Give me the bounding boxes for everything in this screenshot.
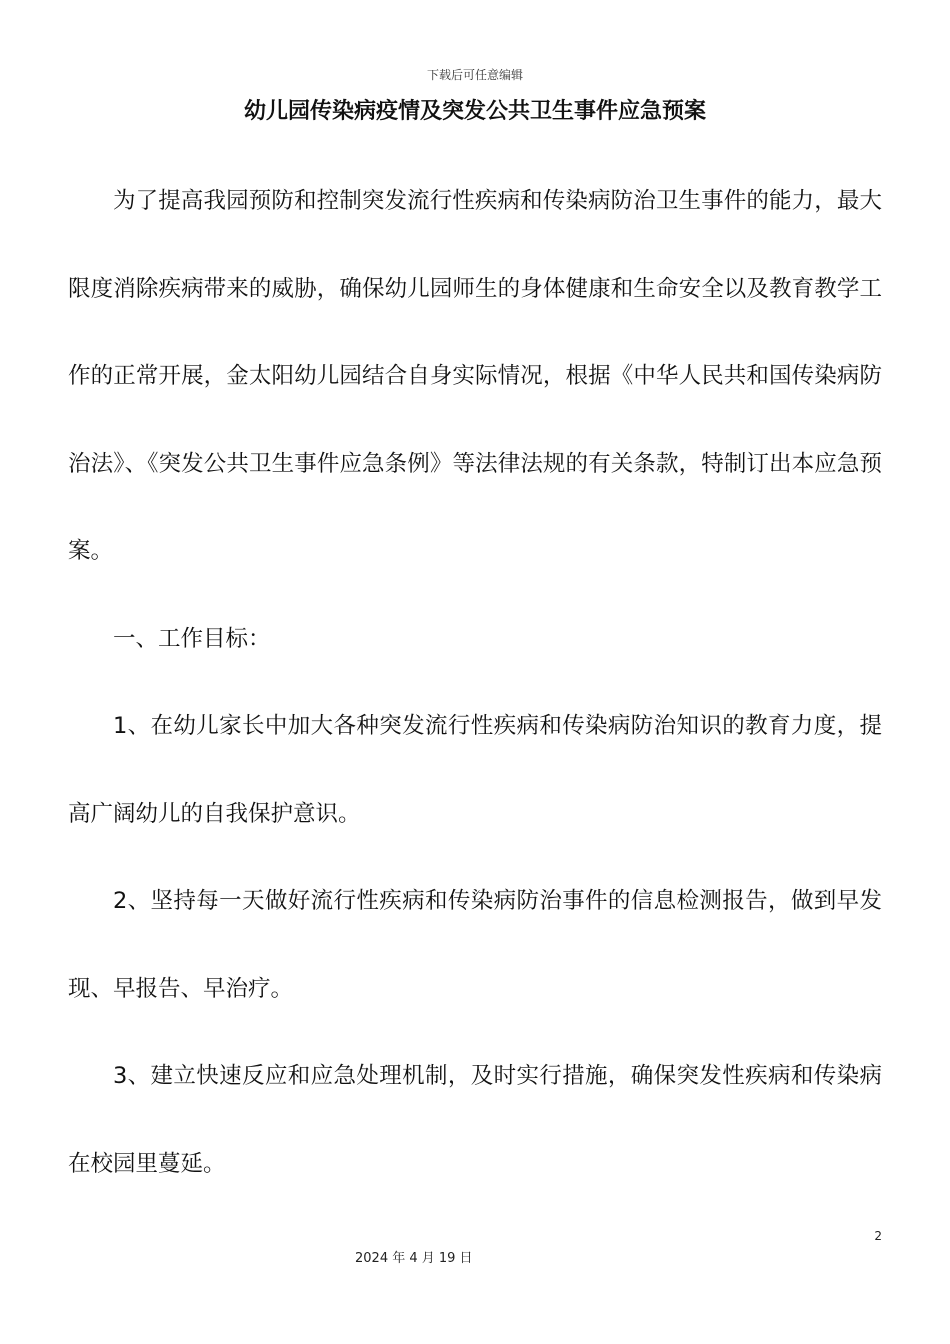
paragraph-goal-2: 2、坚持每一天做好流行性疾病和传染病防治事件的信息检测报告，做到早发现、早报告、早治疗。 <box>68 888 882 1002</box>
paragraph-intro: 为了提高我园预防和控制突发流行性疾病和传染病防治卫生事件的能力，最大限度消除疾病带来的威胁，确保幼儿园师生的身体健康和生命安全以及教育教学工作的正常开展，金太阳幼儿园结合自身实际情况，根据《中华人民共和国传染病防治法》、《突发公共卫生事件应急条例》等法律法规的有关条款，特制订出本应急预案。 <box>68 188 882 564</box>
document-title: 幼儿园传染病疫情及突发公共卫生事件应急预案 <box>243 99 706 124</box>
paragraph-goal-1: 1、在幼儿家长中加大各种突发流行性疾病和传染病防治知识的教育力度，提高广阔幼儿的自我保护意识。 <box>68 713 882 827</box>
document-body <box>68 158 882 1208</box>
header-note: 下载后可任意编辑 <box>426 68 523 82</box>
section-heading-goals: 一、工作目标： <box>113 625 271 652</box>
page-number: 2 <box>874 1229 882 1243</box>
paragraph-goal-3: 3、建立快速反应和应急处理机制，及时实行措施，确保突发性疾病和传染病在校园里蔓延。 <box>68 1063 882 1177</box>
footer-date: 2024 年 4 月 19 日 <box>355 1251 473 1266</box>
